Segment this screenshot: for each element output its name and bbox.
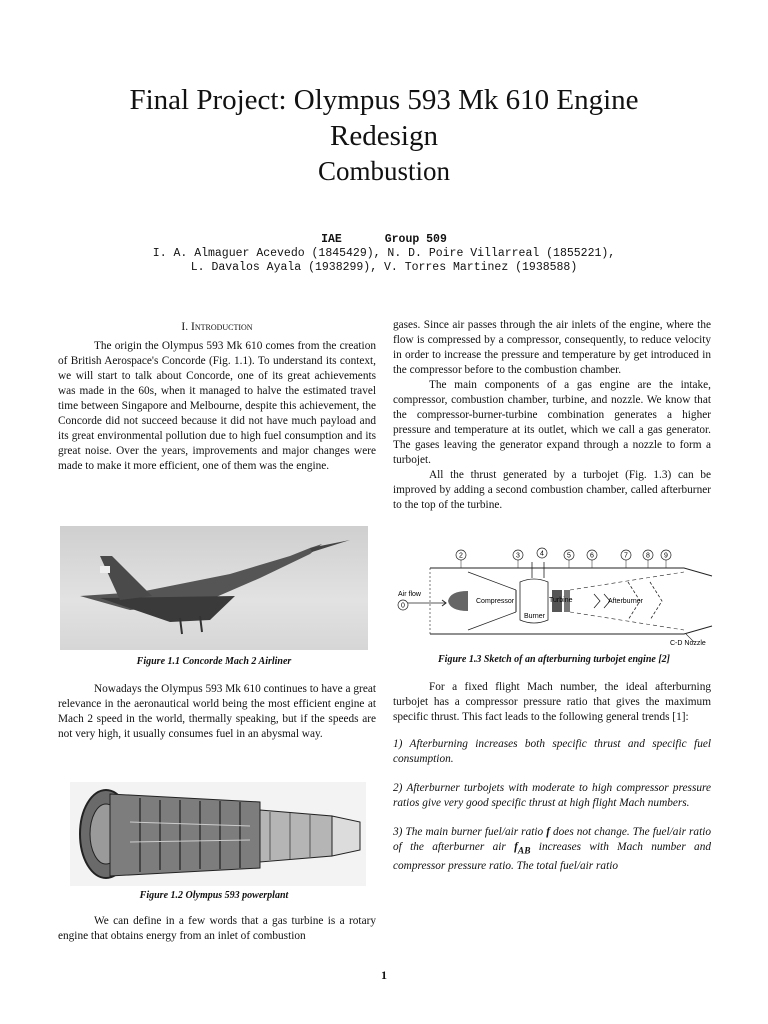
left-column: [58, 318, 376, 474]
station-label: 8: [646, 552, 650, 560]
section-title: Introduction: [190, 321, 253, 333]
section-heading: [58, 320, 376, 335]
right-paragraph-1: gases. Since air passes through the air inlets of the engine, where the flow is compressed by a compressor, consequently, to reduce velocity in order to increase the pressure and temperature by get introduced in the compressor before to the combustion chamber.: [393, 319, 711, 376]
list-item-3-part-c: increases with Mach number and compressor pressure ratio. The total fuel/air ratio: [393, 841, 711, 873]
author-line-1: I. A. Almaguer Acevedo (1845429), N. D. Poire Villarreal (1855221),: [152, 247, 616, 260]
station-label: 9: [664, 552, 668, 560]
turbine-label: Turbine: [549, 597, 573, 604]
intro-paragraph-2: Nowadays the Olympus 593 Mk 610 continues to have a great relevance in the aeronautical world being the most efficient engine at Mach 2 speed in the world, thermally speaking, but if the speeds are not very high, it usually consumes fuel in an abysmal way.: [58, 683, 376, 740]
section-numeral: I.: [181, 321, 189, 333]
author-block: [0, 233, 768, 275]
right-paragraph-4: For a fixed flight Mach number, the ideal afterburning turbojet has a compressor pressure ratio that gives the maximum specific thrust. This fact leads to the following general trends [1]:: [393, 681, 711, 723]
right-column: [393, 318, 711, 513]
burner-label: Burner: [524, 613, 546, 620]
intro-paragraph-1: The origin the Olympus 593 Mk 610 comes from the creation of British Aerospace's Concorde (Fig. 1.1). To understand its context, we will start to talk about Concorde, one of its great achievements was made in the 60s, when it managed to halve the estimated travel time between Singapore and Melbourne, despite this achievement, the Concorde did not succeed because it did not have much payload and its great environmental pollution due to high fuel consumption and its great noise. Over the years, improvements and major changes were made to make it more efficient, one of them was the engine.: [58, 340, 376, 472]
list-item-1: 1) Afterburning increases both specific thrust and specific fuel consumption.: [393, 738, 711, 765]
station-label: 7: [624, 552, 628, 560]
paper-title: Final Project: Olympus 593 Mk 610 Engine: [129, 84, 639, 116]
engine-photo: [70, 782, 366, 886]
fuel-air-symbol: f: [546, 826, 550, 838]
concorde-image: [60, 526, 368, 650]
group-name: Group 509: [384, 233, 447, 246]
institution: IAE: [321, 233, 342, 246]
author-line-2: L. Davalos Ayala (1938299), V. Torres Martinez (1938588): [190, 261, 578, 274]
list-item-3-part-b: does not change. The fuel/air ratio of the afterburner air: [393, 826, 711, 853]
inlet-station-label: 0: [401, 602, 405, 610]
figure-3-caption: Figure 1.3 Sketch of an afterburning turbojet engine [2]: [438, 654, 670, 665]
right-paragraph-3: All the thrust generated by a turbojet (Fig. 1.3) can be improved by adding a second combustion chamber, called afterburner to the top of the turbine.: [393, 469, 711, 511]
figure-1-caption: Figure 1.1 Concorde Mach 2 Airliner: [136, 656, 292, 667]
station-label: 2: [459, 552, 463, 560]
list-item-3-part-a: 3) The main burner fuel/air ratio: [393, 826, 547, 838]
left-block-3: [58, 914, 376, 944]
station-label: 3: [516, 552, 520, 560]
station-label: 6: [590, 552, 594, 560]
title-block: [0, 82, 768, 188]
group-line: [0, 233, 768, 247]
turbojet-diagram: [394, 546, 714, 648]
afterburner-fuel-air-symbol: f: [514, 841, 518, 853]
afterburner-subscript: AB: [517, 846, 531, 857]
station-label: 5: [567, 552, 571, 560]
left-block-2: [58, 682, 376, 742]
list-item-2: 2) Afterburner turbojets with moderate to high compressor pressure ratios give very good specific thrust at high flight Mach numbers.: [393, 782, 711, 809]
figure-2-caption: Figure 1.2 Olympus 593 powerplant: [139, 890, 289, 901]
right-paragraph-2: The main components of a gas engine are the intake, compressor, combustion chamber, turbine, and nozzle. We know that the compressor-burner-turbine combination generates a higher pressure and temperature at its outlet, which we call a gas generator. The gases leaving the generator expand through a nozzle to form a turbojet.: [393, 379, 711, 466]
air-flow-label: Air flow: [398, 591, 421, 598]
page-number: 1: [381, 968, 387, 982]
intro-paragraph-3: We can define in a few words that a gas turbine is a rotary engine that obtains energy from an inlet of combustion: [58, 915, 376, 942]
nozzle-label: C-D Nozzle: [670, 640, 706, 647]
compressor-label: Compressor: [476, 598, 515, 605]
engine-image: [70, 782, 366, 886]
paper-title-line2: Redesign: [330, 120, 438, 152]
concorde-photo: [60, 526, 368, 650]
list-item-3: [393, 825, 711, 874]
paper-subtitle: Combustion: [317, 156, 451, 186]
right-block-2: [393, 680, 711, 874]
turbojet-svg: [394, 546, 714, 648]
station-label: 4: [540, 550, 544, 558]
afterburner-label: Afterburner: [608, 598, 644, 605]
